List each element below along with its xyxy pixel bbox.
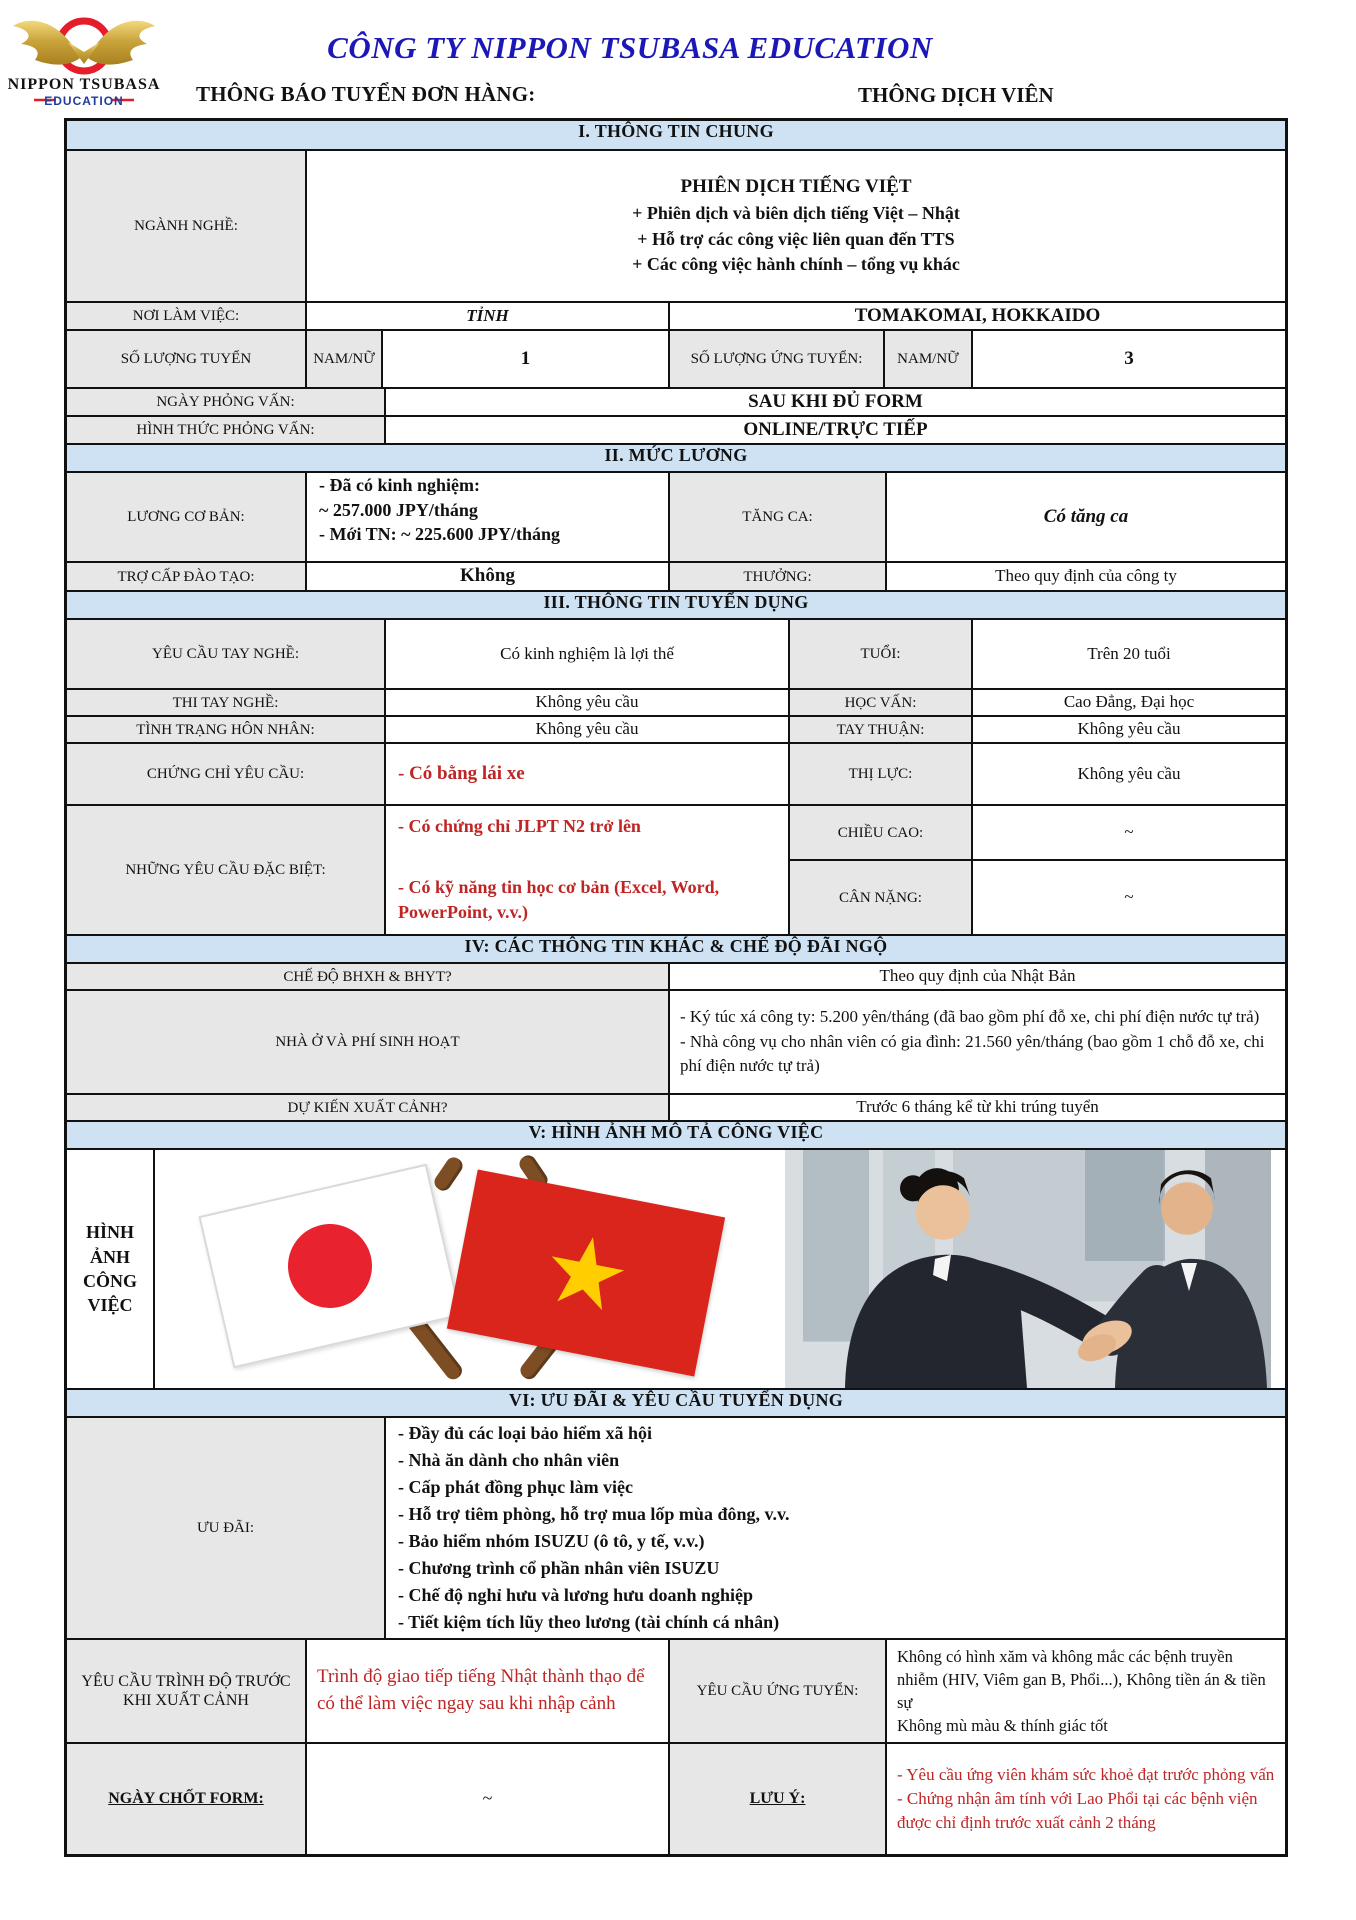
value-trinh-do: Trình độ giao tiếp tiếng Nhật thành thạo để có thể làm việc ngay sau khi nhập cảnh [305, 1640, 668, 1742]
label-uu-dai: ƯU ĐÃI: [67, 1418, 384, 1638]
row-chung-chi [67, 742, 1285, 804]
label-nganh-nghe: NGÀNH NGHỀ: [67, 151, 305, 301]
label-hon-nhan: TÌNH TRẠNG HÔN NHÂN: [67, 717, 384, 742]
luu-y-line-1: - Chứng nhận âm tính với Lao Phổi tại các bệnh viện được chỉ định trước xuất cảnh 2 tháng [897, 1789, 1258, 1832]
label-chieu-cao: CHIỀU CAO: [788, 806, 971, 859]
vietnam-flag-star: ★ [533, 1209, 639, 1336]
value-thi-luc: Không yêu cầu [971, 744, 1285, 804]
label-trinh-do: YÊU CẦU TRÌNH ĐỘ TRƯỚC KHI XUẤT CẢNH [67, 1640, 305, 1742]
announcement-label: THÔNG BÁO TUYỂN ĐƠN HÀNG: [196, 82, 536, 106]
label-chot-form: NGÀY CHỐT FORM: [67, 1744, 305, 1854]
dac-biet-line-1: - Có chứng chỉ JLPT N2 trở lên [398, 816, 641, 836]
row-nha-o [67, 989, 1285, 1093]
luu-y-line-0: - Yêu cầu ứng viên khám sức khoẻ đạt trước phỏng vấn [897, 1765, 1275, 1785]
section-3-title: III. THÔNG TIN TUYỂN DỤNG [543, 592, 809, 612]
value-xuat-canh: Trước 6 tháng kể từ khi trúng tuyển [668, 1095, 1285, 1120]
value-uu-dai [384, 1418, 1285, 1638]
label-noi-lam-viec: NƠI LÀM VIỆC: [67, 303, 305, 329]
value-chung-chi: - Có bằng lái xe [384, 744, 788, 804]
subrow-can-nang [788, 859, 1285, 934]
uu-dai-item-4: - Bảo hiểm nhóm ISUZU (ô tô, y tế, v.v.) [398, 1531, 705, 1551]
label-thuong: THƯỞNG: [668, 563, 885, 590]
ung-tuyen-line-0: Không có hình xăm và không mắc các bệnh truyền nhiễm (HIV, Viêm gan B, Phổi...), Không tiền án & tiền sự [897, 1646, 1266, 1712]
label-yeu-cau-dac-biet: NHỮNG YÊU CẦU ĐẶC BIỆT: [67, 806, 384, 934]
job-images-area [153, 1150, 1285, 1388]
section-5-title: V: HÌNH ẢNH MÔ TẢ CÔNG VIỆC [528, 1122, 824, 1142]
label-tuoi: TUỔI: [788, 620, 971, 688]
nha-o-line-0: - Ký túc xá công ty: 5.200 yên/tháng (đã bao gồm phí đỗ xe, chi phí điện nước tự trả) [680, 1007, 1260, 1027]
dac-biet-line-2: - Có kỹ năng tin học cơ bản (Excel, Word, PowerPoint, v.v.) [398, 877, 720, 922]
nha-o-line-1: - Nhà công vụ cho nhân viên có gia đình: 21.560 yên/tháng (bao gồm 1 chỗ đỗ xe, chi phí điện nước tự trả) [680, 1031, 1265, 1076]
section-6-header [67, 1388, 1285, 1416]
value-tinh: TỈNH [305, 303, 668, 329]
row-ngay-phong-van [67, 387, 1285, 415]
uu-dai-item-3: - Hỗ trợ tiêm phòng, hỗ trợ mua lốp mùa đông, v.v. [398, 1504, 790, 1524]
value-ung-tuyen [885, 1640, 1285, 1742]
company-logo [8, 6, 160, 110]
value-thi-tay-nghe: Không yêu cầu [384, 690, 788, 715]
label-ung-tuyen: YÊU CẦU ỨNG TUYỂN: [668, 1640, 885, 1742]
row-bhxh [67, 962, 1285, 989]
label-nha-o: NHÀ Ở VÀ PHÍ SINH HOẠT [67, 991, 668, 1093]
nganh-line-2: + Hỗ trợ các công việc liên quan đến TTS [637, 228, 955, 249]
value-tay-thuan: Không yêu cầu [971, 717, 1285, 742]
flagpole-tip-left [431, 1154, 465, 1193]
row-tro-cap [67, 561, 1285, 590]
section-4-title: IV: CÁC THÔNG TIN KHÁC & CHẾ ĐỘ ĐÃI NGỘ [464, 936, 888, 956]
value-noi-lam-viec: TOMAKOMAI, HOKKAIDO [668, 303, 1285, 329]
row-hinh-thuc-phong-van [67, 415, 1285, 443]
nganh-line-3: + Các công việc hành chính – tổng vụ khác [632, 254, 960, 275]
section-1-title: I. THÔNG TIN CHUNG [578, 121, 774, 141]
row-chot-form [67, 1742, 1285, 1854]
announcement-value: THÔNG DỊCH VIÊN [858, 83, 1054, 107]
label-luu-y: LƯU Ý: [668, 1744, 885, 1854]
label-thi-luc: THỊ LỰC: [788, 744, 971, 804]
label-hinh-anh: HÌNH ẢNH CÔNG VIỆC [83, 1222, 137, 1316]
label-hinh-thuc-phong-van: HÌNH THỨC PHỎNG VẤN: [67, 417, 384, 443]
value-nha-o [668, 991, 1285, 1093]
luong-line-0: - Đã có kinh nghiệm: [319, 475, 481, 495]
row-thi-tay-nghe [67, 688, 1285, 715]
label-chung-chi: CHỨNG CHỈ YÊU CẦU: [67, 744, 384, 804]
label-xuat-canh: DỰ KIẾN XUẤT CẢNH? [67, 1095, 668, 1120]
row-hinh-anh [67, 1148, 1285, 1388]
uu-dai-item-7: - Tiết kiệm tích lũy theo lương (tài chính cá nhân) [398, 1612, 780, 1632]
label-so-luong-tuyen: SỐ LƯỢNG TUYỂN [67, 331, 305, 387]
uu-dai-item-5: - Chương trình cổ phần nhân viên ISUZU [398, 1558, 720, 1578]
value-so-luong-ung-tuyen: 3 [971, 331, 1285, 387]
value-thuong: Theo quy định của công ty [885, 563, 1285, 590]
value-so-luong-tuyen: 1 [381, 331, 668, 387]
ung-tuyen-line-1: Không mù màu & thính giác tốt [897, 1716, 1108, 1736]
value-ngay-phong-van: SAU KHI ĐỦ FORM [384, 389, 1285, 415]
logo-text-primary: NIPPON TSUBASA [8, 76, 160, 93]
label-nam-nu-1: NAM/NỮ [305, 331, 381, 387]
label-yeu-cau-tay-nghe: YÊU CẦU TAY NGHỀ: [67, 620, 384, 688]
label-can-nang: CÂN NẶNG: [788, 861, 971, 934]
nganh-line-0: PHIÊN DỊCH TIẾNG VIỆT [680, 176, 912, 198]
label-so-luong-ung-tuyen: SỐ LƯỢNG ỨNG TUYỂN: [668, 331, 883, 387]
value-luong-co-ban [305, 473, 668, 561]
section-2-title: II. MỨC LƯƠNG [604, 445, 748, 465]
label-tro-cap: TRỢ CẤP ĐÀO TẠO: [67, 563, 305, 590]
label-nam-nu-2: NAM/NỮ [883, 331, 971, 387]
value-yeu-cau-tay-nghe: Có kinh nghiệm là lợi thế [384, 620, 788, 688]
row-yeu-cau-dac-biet [67, 804, 1285, 934]
page-title: CÔNG TY NIPPON TSUBASA EDUCATION [327, 30, 933, 65]
section-4-header [67, 934, 1285, 962]
label-bhxh: CHẾ ĐỘ BHXH & BHYT? [67, 964, 668, 989]
nganh-line-1: + Phiên dịch và biên dịch tiếng Việt – Nhật [632, 203, 960, 223]
vietnam-flag [447, 1169, 725, 1376]
label-thi-tay-nghe: THI TAY NGHỀ: [67, 690, 384, 715]
section-3-header [67, 590, 1285, 618]
value-hinh-thuc-phong-van: ONLINE/TRỰC TIẾP [384, 417, 1285, 443]
uu-dai-item-2: - Cấp phát đồng phục làm việc [398, 1477, 634, 1497]
flags-illustration [185, 1150, 785, 1388]
handshake-photo [785, 1150, 1271, 1388]
row-luong-co-ban [67, 471, 1285, 561]
value-tang-ca: Có tăng ca [885, 473, 1285, 561]
section-1-header [67, 121, 1285, 149]
luong-line-1: ~ 257.000 JPY/tháng [319, 499, 478, 520]
label-tay-thuan: TAY THUẬN: [788, 717, 971, 742]
row-xuat-canh [67, 1093, 1285, 1120]
logo-text-secondary: EDUCATION [44, 94, 124, 108]
luong-line-2: - Mới TN: ~ 225.600 JPY/tháng [319, 524, 560, 545]
label-hoc-van: HỌC VẤN: [788, 690, 971, 715]
row-so-luong [67, 329, 1285, 387]
row-noi-lam-viec [67, 301, 1285, 329]
subrow-chieu-cao [788, 806, 1285, 859]
label-tang-ca: TĂNG CA: [668, 473, 885, 561]
uu-dai-item-1: - Nhà ăn dành cho nhân viên [398, 1450, 620, 1470]
value-can-nang: ~ [971, 861, 1285, 934]
section-6-title: VI: ƯU ĐÃI & YÊU CẦU TUYỂN DỤNG [508, 1390, 844, 1410]
uu-dai-item-0: - Đầy đủ các loại bảo hiểm xã hội [398, 1423, 653, 1443]
row-tay-nghe [67, 618, 1285, 688]
value-chieu-cao: ~ [971, 806, 1285, 859]
row-nganh-nghe [67, 149, 1285, 301]
value-hon-nhan: Không yêu cầu [384, 717, 788, 742]
value-bhxh: Theo quy định của Nhật Bản [668, 964, 1285, 989]
value-luu-y [885, 1744, 1285, 1854]
value-yeu-cau-dac-biet [384, 806, 788, 934]
label-luong-co-ban: LƯƠNG CƠ BẢN: [67, 473, 305, 561]
value-chot-form: ~ [305, 1744, 668, 1854]
value-tro-cap: Không [305, 563, 668, 590]
row-trinh-do [67, 1638, 1285, 1742]
label-ngay-phong-van: NGÀY PHỎNG VẤN: [67, 389, 384, 415]
logo-wings [13, 21, 155, 65]
value-tuoi: Trên 20 tuổi [971, 620, 1285, 688]
section-5-header [67, 1120, 1285, 1148]
row-hon-nhan [67, 715, 1285, 742]
section-2-header [67, 443, 1285, 471]
uu-dai-item-6: - Chế độ nghỉ hưu và lương hưu doanh nghiệp [398, 1585, 754, 1605]
japan-flag-disc [280, 1216, 381, 1317]
row-uu-dai [67, 1416, 1285, 1638]
job-order-table [64, 118, 1288, 1857]
value-nganh-nghe [305, 151, 1285, 301]
value-hoc-van: Cao Đẳng, Đại học [971, 690, 1285, 715]
